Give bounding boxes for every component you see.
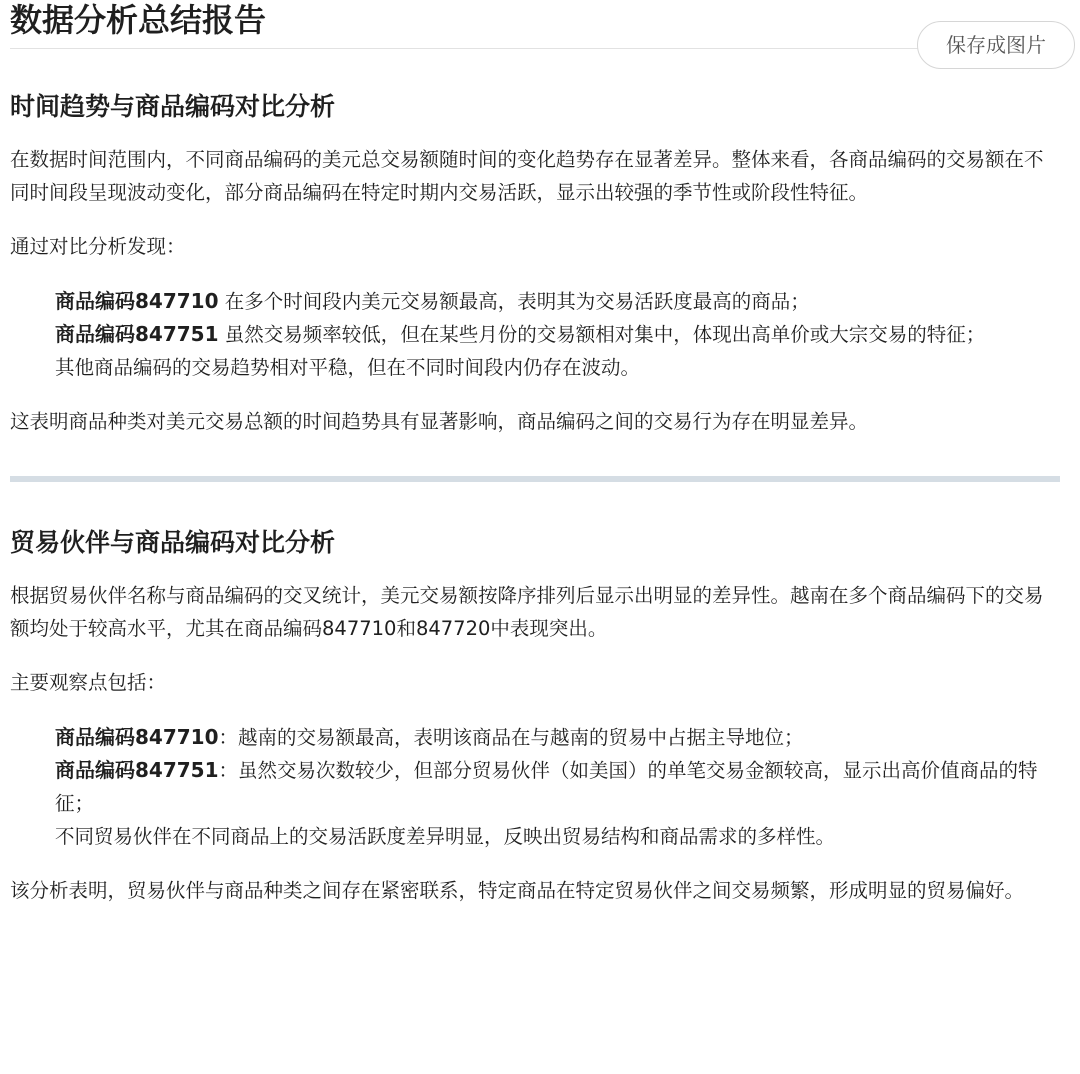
- list-item: [55, 351, 1060, 384]
- list-item: [55, 721, 1060, 754]
- product-code-label: 商品编码847710: [55, 289, 219, 313]
- section-lead: 通过对比分析发现：: [10, 235, 186, 258]
- section-conclusion: 该分析表明，贸易伙伴与商品种类之间存在紧密联系，特定商品在特定贸易伙伴之间交易频繁，形成明显的贸易偏好。: [10, 879, 1025, 902]
- product-code-label: 商品编码847751: [55, 322, 219, 346]
- finding-text: 在多个时间段内美元交易额最高，表明其为交易活跃度最高的商品；: [218, 290, 810, 313]
- page-title: 数据分析总结报告: [10, 1, 267, 39]
- list-item: [55, 754, 1060, 820]
- findings-list: [10, 721, 1060, 853]
- section-intro: 根据贸易伙伴名称与商品编码的交叉统计，美元交易额按降序排列后显示出明显的差异性。越南在多个商品编码下的交易额均处于较高水平，尤其在商品编码847710和847720中表现突出。: [10, 584, 1044, 640]
- list-item: [55, 318, 1060, 351]
- findings-list: [10, 285, 1060, 384]
- section-conclusion: 这表明商品种类对美元交易总额的时间趋势具有显著影响，商品编码之间的交易行为存在明显差异。: [10, 410, 869, 433]
- finding-text: 虽然交易频率较低，但在某些月份的交易额相对集中，体现出高单价或大宗交易的特征；: [218, 323, 986, 346]
- title-divider: [10, 48, 1070, 49]
- report-content: [10, 83, 1060, 907]
- product-code-label: 商品编码847710: [55, 725, 219, 749]
- section-lead: 主要观察点包括：: [10, 671, 167, 694]
- section-heading: 时间趋势与商品编码对比分析: [10, 92, 336, 121]
- list-item: [55, 285, 1060, 318]
- finding-text: 不同贸易伙伴在不同商品上的交易活跃度差异明显，反映出贸易结构和商品需求的多样性。: [55, 825, 836, 848]
- section-time-trend: [10, 83, 1060, 438]
- list-item: [55, 820, 1060, 853]
- section-divider: [10, 476, 1060, 482]
- finding-text: 其他商品编码的交易趋势相对平稳，但在不同时间段内仍存在波动。: [55, 356, 641, 379]
- section-intro: 在数据时间范围内，不同商品编码的美元总交易额随时间的变化趋势存在显著差异。整体来看，各商品编码的交易额在不同时间段呈现波动变化，部分商品编码在特定时期内交易活跃，显示出较强的季节性或阶段性特征。: [10, 148, 1044, 204]
- section-heading: 贸易伙伴与商品编码对比分析: [10, 528, 336, 557]
- product-code-label: 商品编码847751: [55, 758, 219, 782]
- save-as-image-button[interactable]: 保存成图片: [917, 21, 1075, 69]
- finding-text: ：虽然交易次数较少，但部分贸易伙伴（如美国）的单笔交易金额较高，显示出高价值商品的特征；: [55, 759, 1038, 815]
- finding-text: ：越南的交易额最高，表明该商品在与越南的贸易中占据主导地位；: [218, 726, 804, 749]
- section-trade-partner: [10, 519, 1060, 907]
